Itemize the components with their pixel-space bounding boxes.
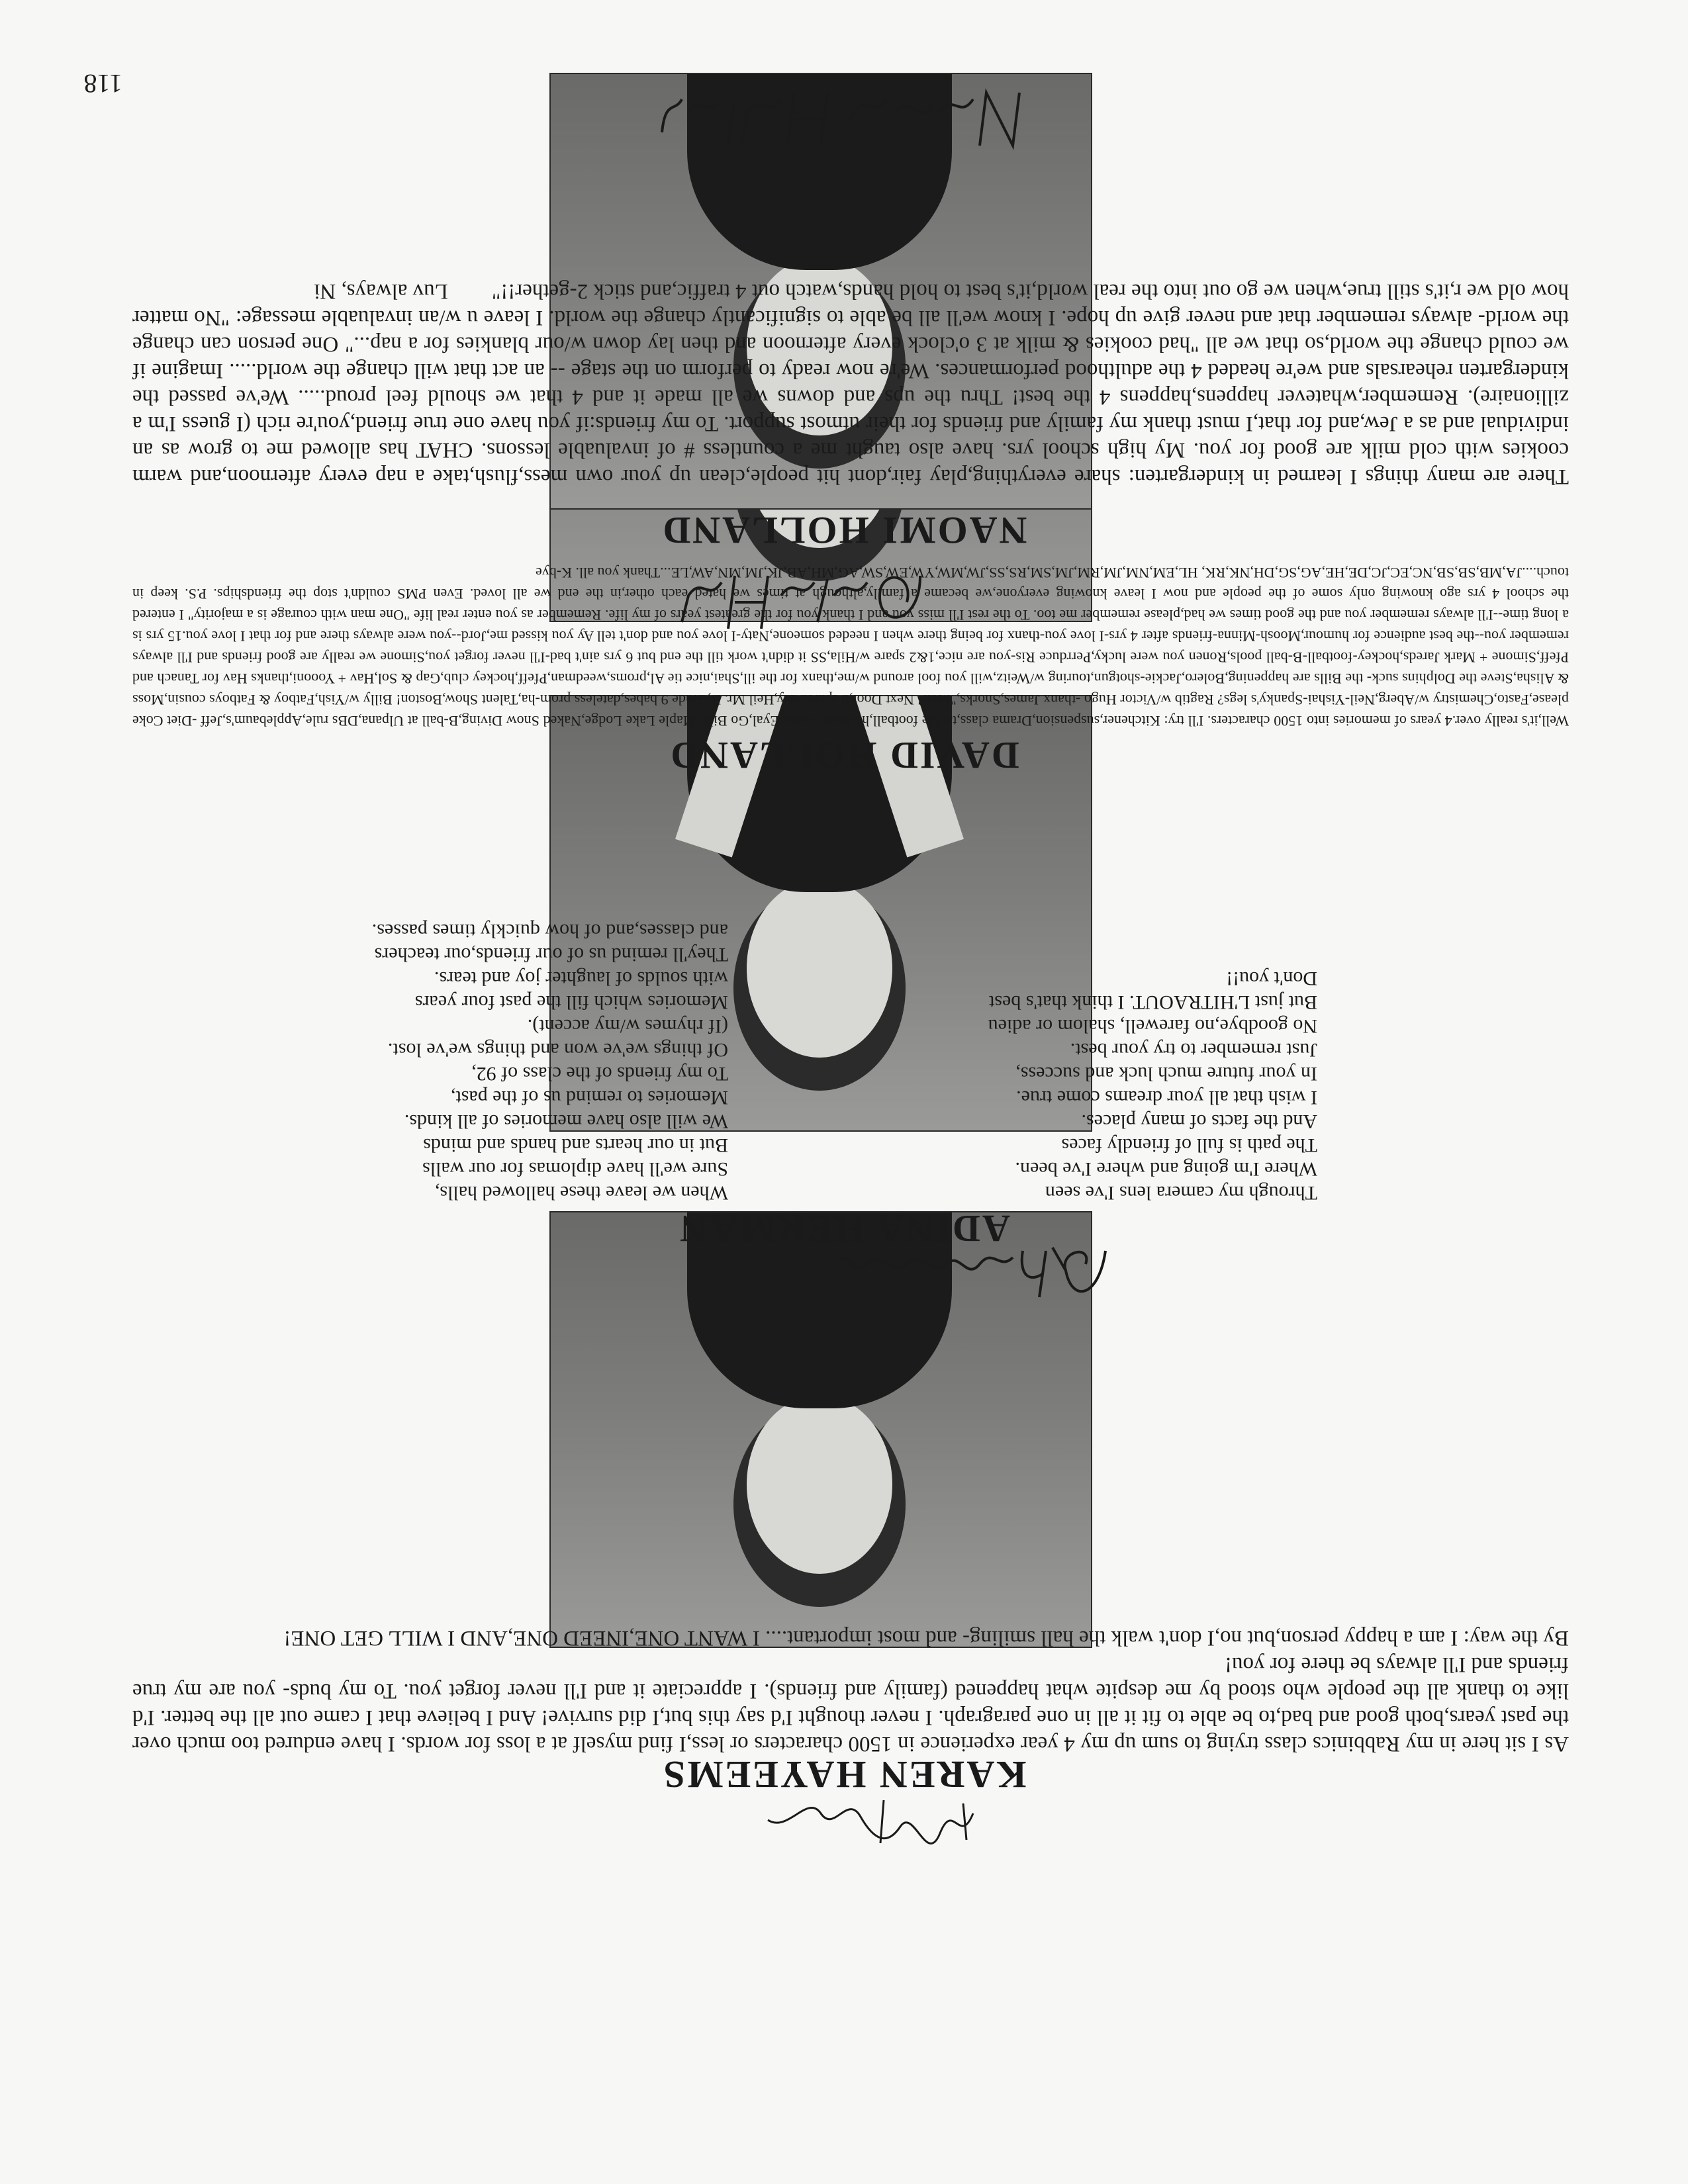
student-signature [834,1238,1112,1310]
student-bio: There are many things I learned in kindergarten: share everything,play fair,dont hit people,clean up your own mess,flush,take a nap every afternoon,and warm cookies with cold milk are good for you. My high school yrs. have also taught me a countless # of invaluable lessons. CHAT has allowed me to grow as an individual and as a Jew,and for that,I must thank my family and friends for their utmost support. To my friends:if you have one true friend,you're rich (I guess I'm a zillionaire). Remember,whatever happens,happens 4 the best! Thru the ups and downs we all made it and 4 that we should feel proud..... We've passed the kindergarten rehearsals and we're headed 4 the adulthood performances. We're now ready to perform on the stage -- an act that will change the world..... Imagine if we could change the world,so that we all "had cookies & milk at 3 o'clock every afternoon and then lay down w/our blankies for a nap..." One person can change the world- always remember that and never give up hope. I know we'll all be able to significantly change the world. I leave u w/an invaluable message: "No matter how old we r,it's still true,when we go out into the real world,it's best to hold hands,watch out 4 traffic,and stick 2-gether!!" Luv always, Ni [132,279,1569,488]
student-signature [761,1794,980,1853]
student-bio: Well,it's really over.4 years of memories into 1500 characters. I'll try: Kitchener,suspension,Drama class,tackle football,ho-hum -thanx Eyal,Go Bills,Maple Lake Lodge,Naked Snow Diving,B-ball at Ulpana,DBs rule,Applebaum's,Jeff -Diet Coke please,Fasto,Chemistry w/Aberg,Neil-Yishai-Spanky's legs? Ragtib w/Victor Hugo -thanx James,Snorks,"Men" Next Door,8 spares/day,Heil Mr. B,Grade 9 babes,dateless prom-ha,Talent Show,Boston! Billy w/Yish,Fatboy & Fatboys cousin,Moss & Alisha,Steve the Dolphins suck- the Bills are happening,Bolero,Jackie-shotgun,touring w/Weitz,will you fool around w/me,thanx for the ill,Shai,nice tie Al,proms,weedman,Pfeff,hockey club,Gap & Sol,Hav + Yoooni,thanks Hav for Tanach and Pfeff,Simone + Mark Jareds,hockey-football-B-ball pools,Ronen you were lucky,Perrduce Ris-you are nice,1&2 spare w/Hila,SS it didn't work till the end but 6 yrs ain't bad-I'll never forget you,Simone we really are good friends and I'll always remember you--the best audience for humour,Moosh-Minna-friends after 4 yrs-I love you-thanx for being there when I needed someone,Naty-I love you and don't tell Ay you kissed me,Jord--you were always there and for that I love you.15 yrs is a long time--I'll always remember you and the good times we had,please remember me too. To the rest I'll miss you and I thank you for the greatest years of my life. Remember as you enter real life "One man with courage is a majority" I entered the school 4 yrs ago knowing only some of the people and now I leave knowing everyone,we became a family,although at times we hated each other,in the end we all loved. Even PMS couldn't stop the friendships. P.S. keep in touch....JA,MB,SB,SB,NC,EC,JC,DE,HE,AG,SG,DH,NK,RK, HL,EM,NM,JM,RM,JM,SM,RS,SS,JW,MW,YW,EW,SW,AG,MH,AB,JK,JM,MN,AW,LE...Thank you all. K-bye [132,565,1569,729]
student-signature [655,79,1026,159]
page-number: 118 [83,69,122,99]
portrait-head [747,1395,892,1574]
student-poem-left: When we leave these hallowed halls, Sure we'll have diplomas for our walls But in our hearts and hands and minds We will also have memories of all kinds. Memories to remind us of the past, To my friends of the class of 92, Of things we've won and things we've lost. (If rhymes w/my accent). Memories which fill the past four years with soulds of laughter joy and tears. They'll remind us of our friends,our teachers and classes,and of how quickly times passes. [371,920,728,1204]
student-name: KAREN HAYEEMS [661,1753,1027,1796]
student-bio: As I sit here in my Rabbinics class trying to sum up my 4 year experience in 1500 characters or less,I find myself at a loss for words. I have endured too much over the past years,both good and bad,to be able to fit it all in one paragraph. I never thought I'd say this but,I did survive! And I believe that I came out all the better. I'd like to thank all the people who stood by me despite what happened (family and friends). I appreciate it and I'll never forget you. To my buds- you are my true friends and I'll always be there for you! By the way: I am a happy person,but no,I don't walk the hall smiling- and most important.... I WANT ONE,INEED ONE,AND I WILL GET ONE! [132,1626,1569,1756]
student-poem-right: Through my camera lens I've seen Where I'm going and where I've been. The path is full of friendly faces And the facts of many places. I wish that all your dreams come true. In your future much luck and success, Just remember to try your best. No goodbye,no farewell, shalom or adieu But just L'HITRAOUT. I think that's best Don't you!! [988,968,1317,1204]
student-name: NAOMI HOLLAND [661,509,1027,552]
portrait-head [747,879,892,1058]
student-signature [675,563,927,642]
student-name: DAVID HOLLAND [669,734,1019,777]
student-name: ADINA HERMAN [678,1207,1010,1250]
